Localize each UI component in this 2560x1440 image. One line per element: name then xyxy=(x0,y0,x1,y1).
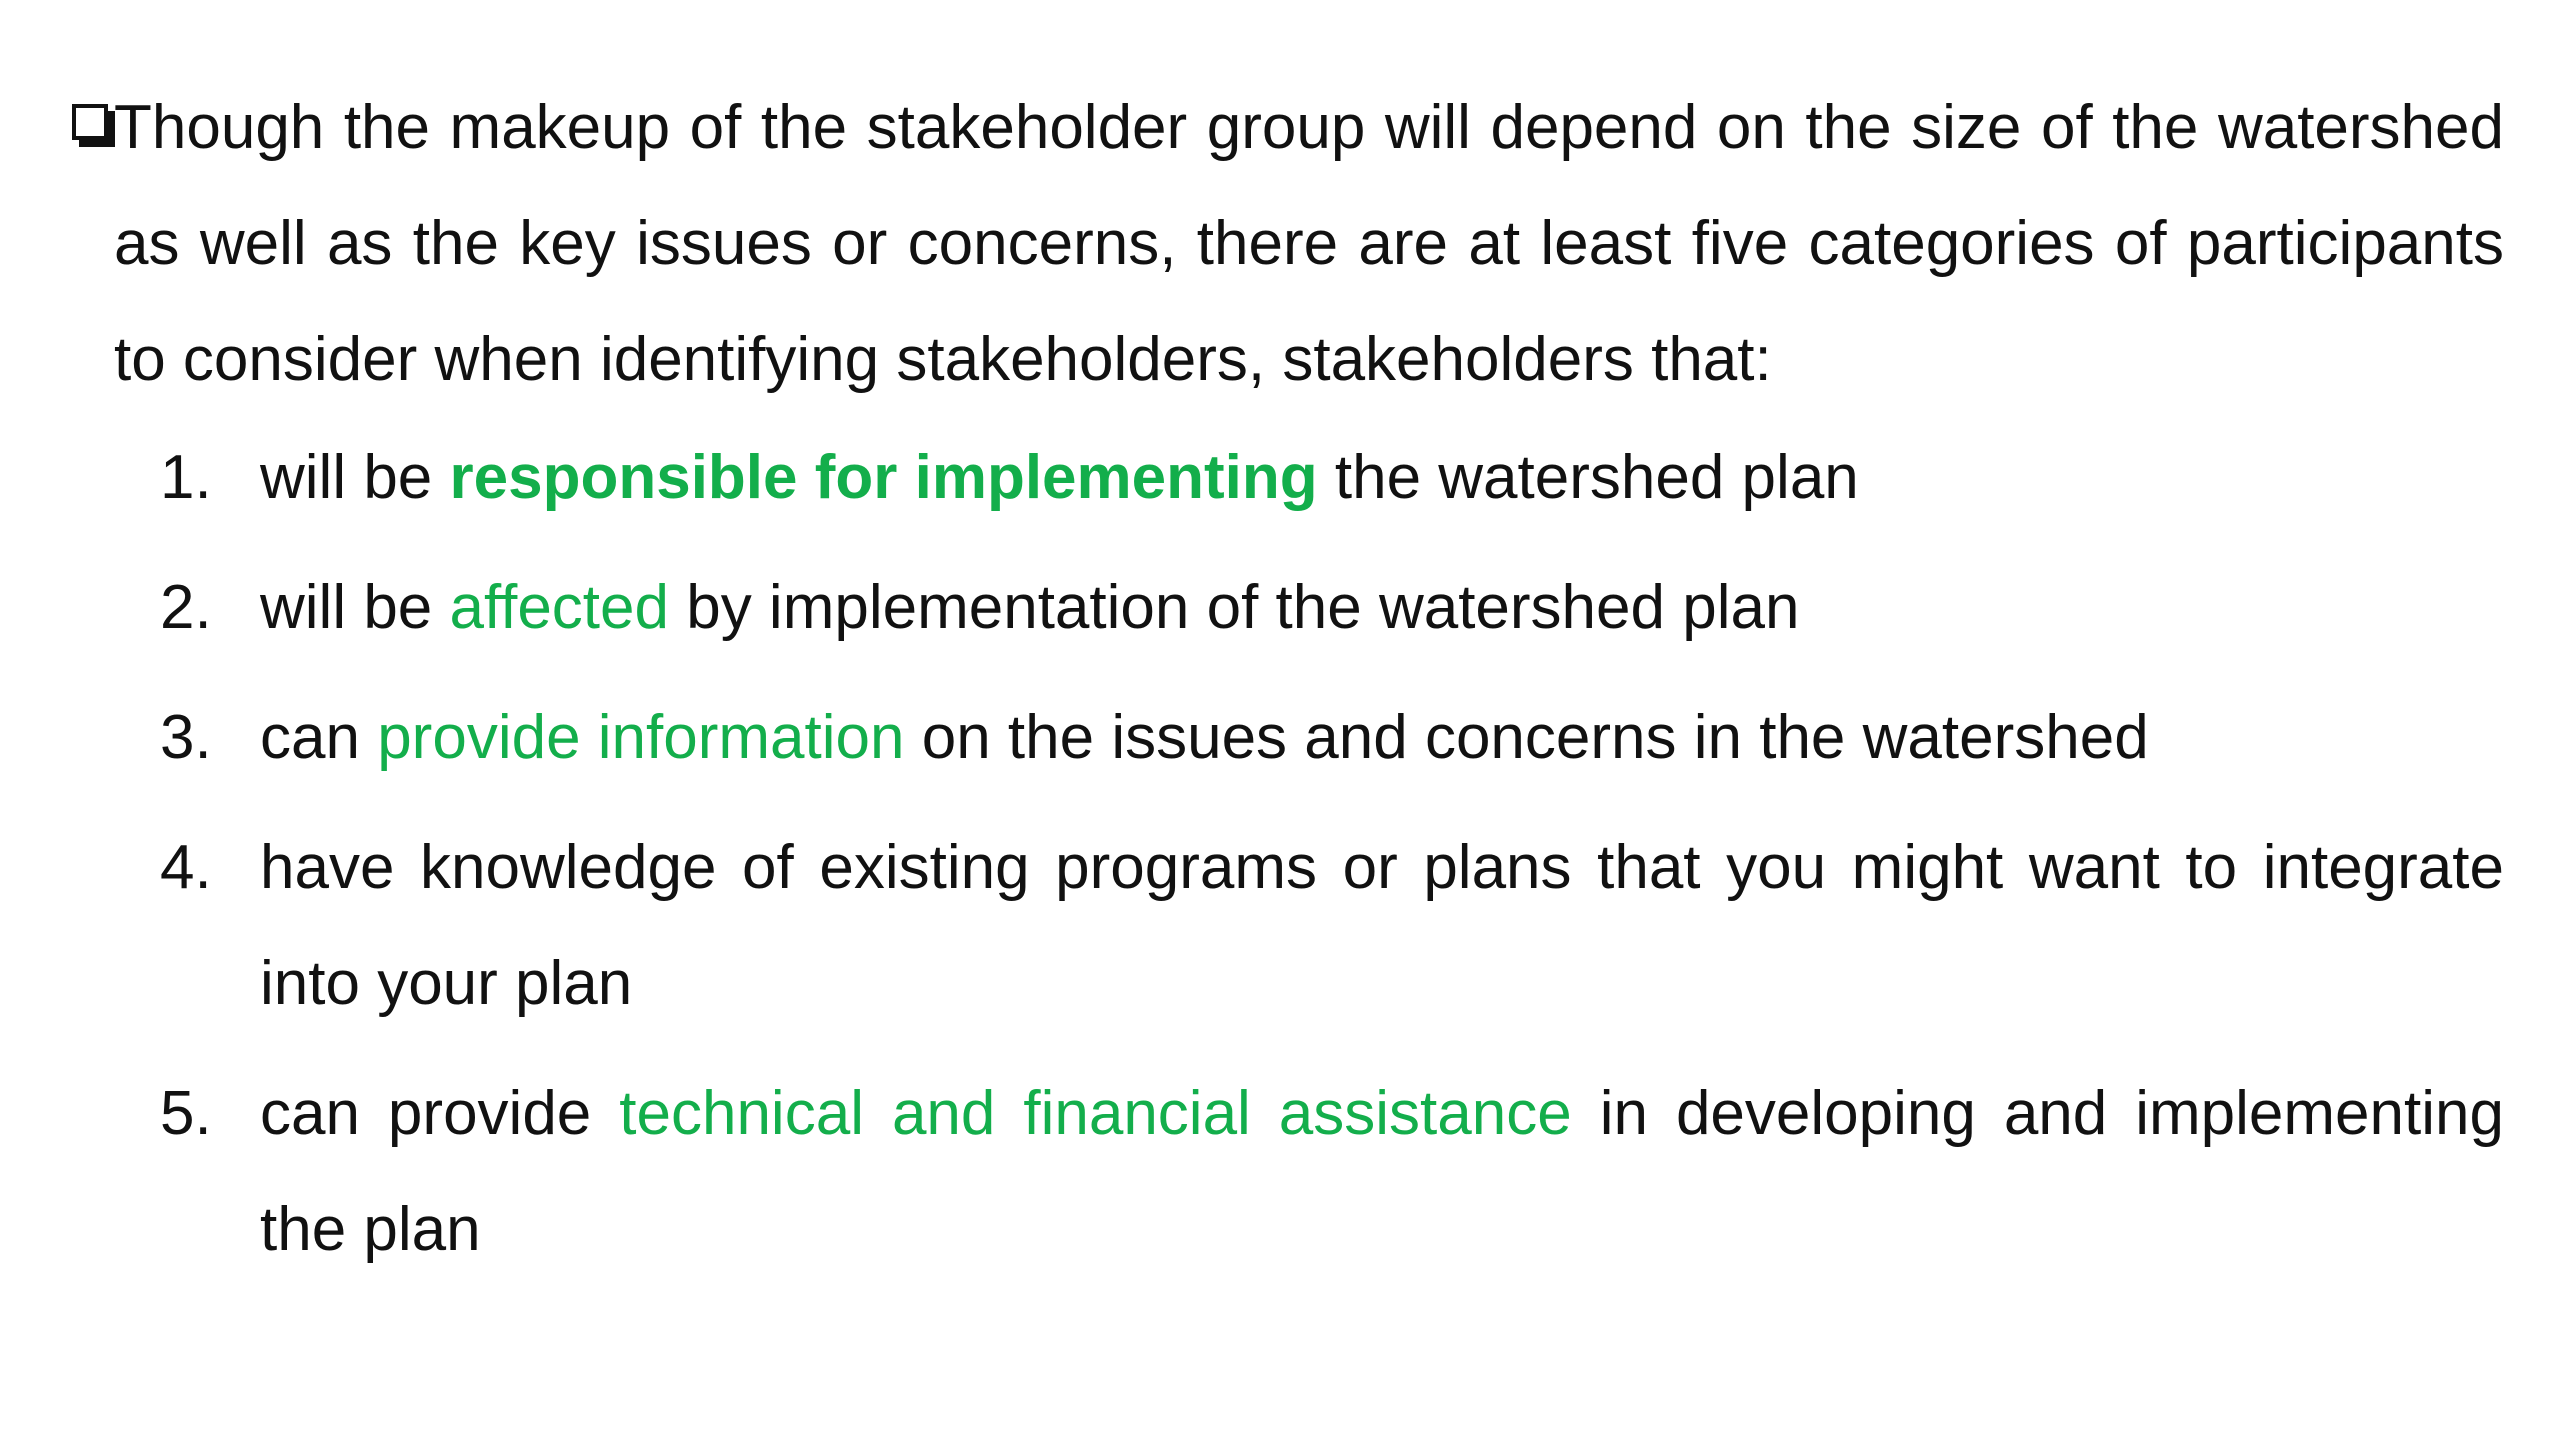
list-item-highlight: affected xyxy=(449,573,669,642)
list-item-highlight: provide information xyxy=(377,703,905,772)
list-item-highlight: technical and financial assistance xyxy=(619,1079,1572,1148)
list-item-number: 4. xyxy=(160,833,212,902)
stakeholder-categories-list xyxy=(160,420,2504,1302)
list-item-number: 1. xyxy=(160,443,212,512)
list-item xyxy=(160,550,2504,666)
list-item-highlight: responsible for implementing xyxy=(449,443,1318,512)
list-item-text-after: by implementation of the watershed plan xyxy=(669,573,1800,642)
list-item-text-after: on the issues and concerns in the watershed xyxy=(904,703,2149,772)
list-item xyxy=(160,810,2504,1042)
list-item-number: 2. xyxy=(160,573,212,642)
list-item-text: have knowledge of existing programs or plans that you might want to integrate into your plan xyxy=(260,833,2504,1018)
list-item xyxy=(160,420,2504,536)
intro-paragraph xyxy=(72,70,2504,418)
list-item-text-after: in developing and implementing the plan xyxy=(260,1079,2504,1264)
list-item-text: will be xyxy=(260,573,450,642)
list-item-text: can provide xyxy=(260,1079,620,1148)
square-bullet-icon xyxy=(72,104,108,140)
list-item-text-after: the watershed plan xyxy=(1317,443,1859,512)
intro-text: Though the makeup of the stakeholder group will depend on the size of the watershed as well as the key issues or concerns, there are at least five categories of participants to consider when identifying stakeholders, stakeholders that: xyxy=(114,93,2504,394)
list-item-number: 3. xyxy=(160,703,212,772)
list-item xyxy=(160,680,2504,796)
list-item xyxy=(160,1056,2504,1288)
list-item-text: can xyxy=(260,703,378,772)
list-item-number: 5. xyxy=(160,1079,212,1148)
list-item-text: will be xyxy=(260,443,450,512)
